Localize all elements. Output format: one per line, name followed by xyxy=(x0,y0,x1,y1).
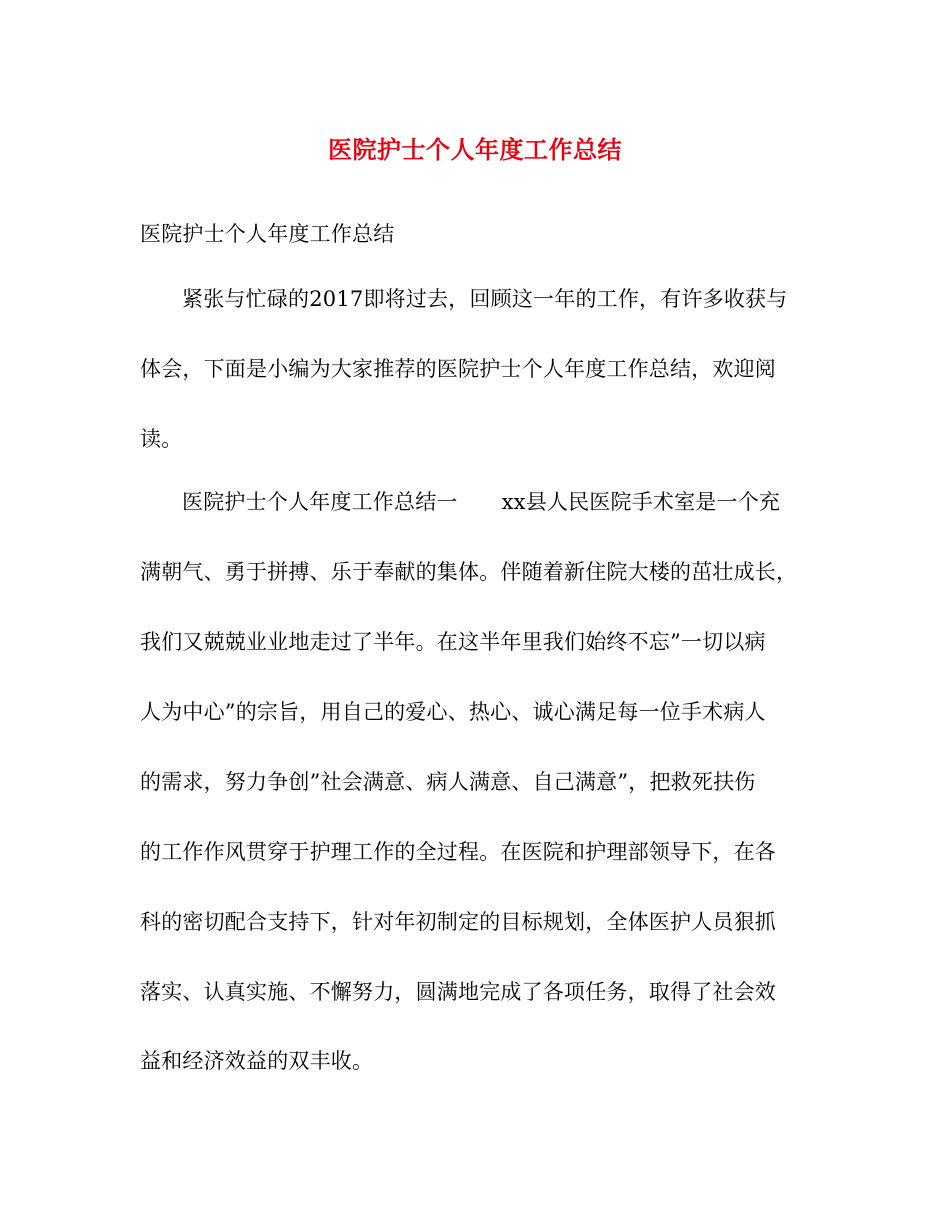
body-line-7: 落实、认真实施、不懈努力，圆满地完成了各项任务，取得了社会效 xyxy=(140,980,776,1004)
intro-line-2: 体会，下面是小编为大家推荐的医院护士个人年度工作总结，欢迎阅 xyxy=(140,357,776,381)
intro-line-3: 读。 xyxy=(140,427,183,451)
section-first-line xyxy=(182,487,780,517)
document-subtitle: 医院护士个人年度工作总结 xyxy=(140,222,395,246)
body-line-3: 人为中心”的宗旨，用自己的爱心、热心、诚心满足每一位手术病人 xyxy=(140,700,766,724)
body-line-8: 益和经济效益的双丰收。 xyxy=(140,1049,374,1073)
body-line-6: 科的密切配合支持下，针对年初制定的目标规划，全体医护人员狠抓 xyxy=(140,910,776,934)
body-line-2: 我们又兢兢业业地走过了半年。在这半年里我们始终不忘”一切以病 xyxy=(140,630,766,654)
intro-line-1: 紧张与忙碌的2017即将过去，回顾这一年的工作，有许多收获与 xyxy=(182,287,788,311)
section-heading: 医院护士个人年度工作总结一 xyxy=(182,490,458,514)
document-title: 医院护士个人年度工作总结 xyxy=(328,135,622,164)
body-line-1: 满朝气、勇于拼搏、乐于奉献的集体。伴随着新住院大楼的茁壮成长， xyxy=(140,560,798,584)
body-line-5: 的工作作风贯穿于护理工作的全过程。在医院和护理部领导下，在各 xyxy=(140,840,776,864)
section-first-line-text: xx县人民医院手术室是一个充 xyxy=(501,490,781,514)
body-line-4: 的需求，努力争创”社会满意、病人满意、自己满意”，把救死扶伤 xyxy=(140,770,756,794)
